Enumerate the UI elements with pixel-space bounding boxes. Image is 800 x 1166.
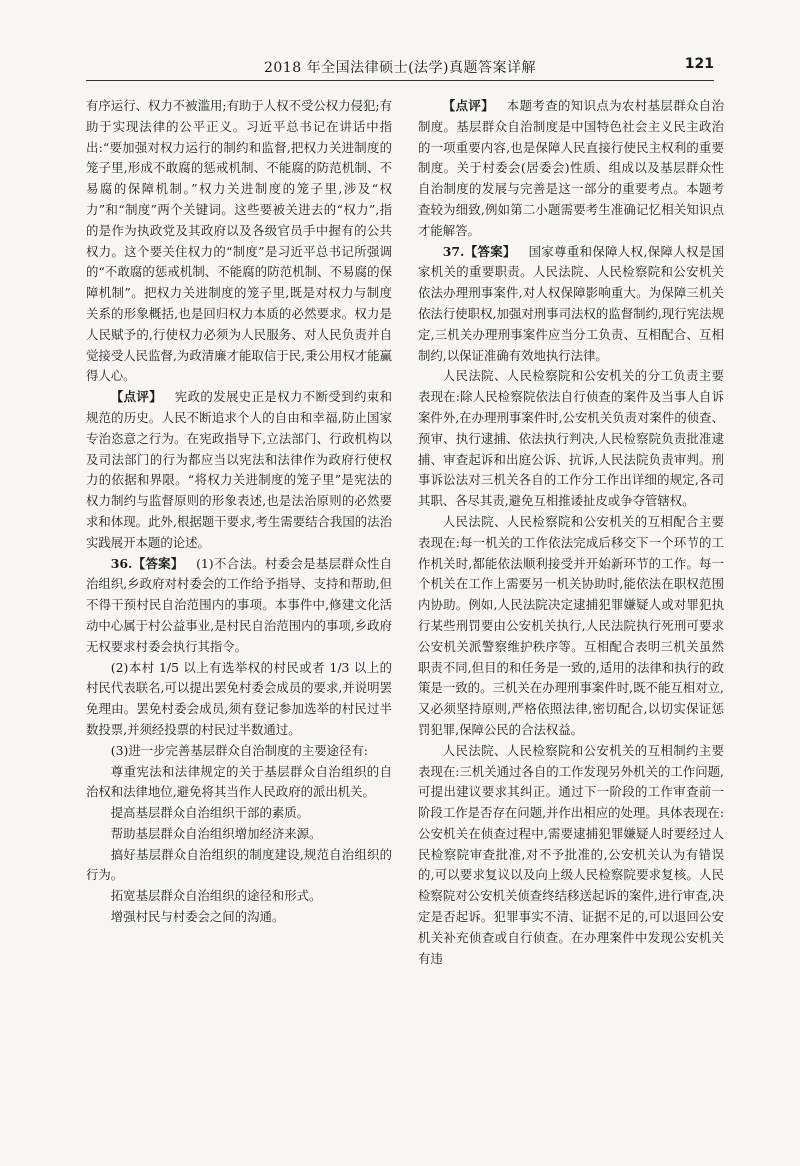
running-title: 2018 年全国法律硕士(法学)真题答案详解 (263, 60, 536, 76)
paragraph: (2)本村 1/5 以上有选举权的村民或者 1/3 以上的村民代表联名,可以提出罢免村委会成员的要求,并说明罢免理由。罢免村委会成员,须有登记参加选举的村民过半数投票,并须经投票的村民过半数通过。 (86, 659, 392, 737)
paragraph: 有序运行、权力不被滥用;有助于人权不受公权力侵犯;有助于实现法律的公平正义。习近平总书记在讲话中指出:“要加强对权力运行的制约和监督,把权力关进制度的笼子里,形成不敢腐的惩戒机制、不能腐的防范机制、不易腐的保障机制。”权力关进制度的笼子里,涉及“权力”和“制度”两个关键词。这些要被关进去的“权力”,指的是作为执政党及其政府以及各级官员手中握有的公共权力。这个要关住权力的“制度”是习近平总书记所强调的“不敢腐的惩戒机制、不能腐的防范机制、不易腐的保障机制”。把权力关进制度的笼子里,既是对权力与制度关系的形象概括,也是回归权力本质的必然要求。权力是人民赋予的,行使权力必须为人民服务、对人民负责并自觉接受人民监督,为政清廉才能取信于民,秉公用权才能赢得人心。 (86, 98, 392, 384)
list-item: 拓宽基层群众自治组织的途径和形式。 (110, 888, 322, 904)
paragraph-text: (1)不合法。村委会是基层群众性自治组织,乡政府对村委会的工作给予指导、支持和帮助,但不得干预村民自治范围内的事项。本事件中,修建文化活动中心属于村公益事业,是村民自治范围内的事项,乡政府无权要求村委会执行其指令。 (86, 555, 392, 654)
comment-label: 【点评】 (442, 98, 494, 113)
answer-37-paragraph (418, 242, 724, 367)
paragraph-text: 国家尊重和保障人权,保障人权是国家机关的重要职责。人民法院、人民检察院和公安机关依法办理刑事案件,对人权保障影响重大。为保障三机关依法行使职权,加强对刑事司法权的监督制约,现行宪法规定,三机关办理刑事案件应当分工负责、互相配合、互相制约,以保证准确有效地执行法律。 (418, 243, 724, 363)
answer-36-label: 36.【答案】 (110, 555, 184, 571)
page-number: 121 (684, 56, 714, 72)
paragraph-text: 本题考查的知识点为农村基层群众自治制度。基层群众自治制度是中国特色社会主义民主政治的一项重要内容,也是保障人民直接行使民主权利的重要制度。关于村委会(居委会)性质、组成以及基层群众性自治制度的发展与完善是这一部分的重要考点。本题考查较为细致,例如第二小题需要考生准确记忆相关知识点才能解答。 (418, 98, 725, 238)
paragraph: 人民法院、人民检察院和公安机关的互相制约主要表现在:三机关通过各自的工作发现另外机关的工作问题,可提出建议要求其纠正。通过下一阶段的工作审查前一阶段工作是否存在问题,并作出相应的处理。具体表现在:公安机关在侦查过程中,需要逮捕犯罪嫌疑人时要经过人民检察院审查批准,对不予批准的,公安机关认为有错误的,可以要求复议以及向上级人民检察院要求复核。人民检察院对公安机关侦查终结移送起诉的案件,进行审查,决定是否起诉。犯罪事实不清、证据不足的,可以退回公安机关补充侦查或自行侦查。在办理案件中发现公安机关有违 (418, 742, 724, 966)
list-item: 搞好基层群众自治组织的制度建设,规范自治组织的行为。 (86, 846, 392, 883)
paragraph-text: 宪政的发展史正是权力不断受到约束和规范的历史。人民不断追求个人的自由和幸福,防止国家专治恣意之行为。在宪政指导下,立法部门、行政机构以及司法部门的行为都应当以宪法和法律作为政府行使权力的依据和界限。“将权力关进制度的笼子里”是宪法的权力制约与监督原则的形象表述,也是法治原则的必然要求和体现。此外,根据题干要求,考生需要结合我国的法治实践展开本题的论述。 (86, 389, 393, 550)
right-column (418, 96, 724, 969)
list-item: 帮助基层群众自治组织增加经济来源。 (110, 825, 322, 841)
left-column (86, 96, 392, 928)
paragraph: 人民法院、人民检察院和公安机关的互相配合主要表现在:每一机关的工作依法完成后移交下一个环节的工作机关时,都能依法顺利接受并开始新环节的工作。每一个机关在工作上需要另一机关协助时,能依法在职权范围内协助。例如,人民法院决定逮捕犯罪嫌疑人或对罪犯执行某些刑罚要由公安机关执行,人民法院执行死刑可要求公安机关派警察维护秩序等。互相配合表明三机关虽然职责不同,但目的和任务是一致的,适用的法律和执行的政策是一致的。三机关在办理刑事案件时,既不能互相对立,又必须坚持原则,严格依照法律,密切配合,以切实保证惩罚犯罪,保障公民的合法权益。 (418, 513, 724, 737)
list-item: 增强村民与村委会之间的沟通。 (110, 909, 285, 925)
comment-paragraph (86, 387, 392, 553)
answer-37-label: 37.【答案】 (442, 243, 516, 259)
paragraph: (3)进一步完善基层群众自治制度的主要途径有: (110, 742, 368, 758)
paragraph: 人民法院、人民检察院和公安机关的分工负责主要表现在:除人民检察院依法自行侦查的案件及当事人自诉案件外,在办理刑事案件时,公安机关负责对案件的侦查、预审、执行逮捕、依法执行判决,人民检察院负责批准逮捕、审查起诉和出庭公诉、抗诉,人民法院负责审判。刑事诉讼法对三机关各自的工作分工作出详细的规定,各司其职、各尽其责,避免互相推诿扯皮或争夺管辖权。 (418, 368, 724, 509)
list-item: 提高基层群众自治组织干部的素质。 (110, 805, 310, 821)
comment-paragraph (418, 96, 724, 242)
comment-label: 【点评】 (110, 389, 162, 405)
list-item: 尊重宪法和法律规定的关于基层群众自治组织的自治权和法律地位,避免将其当作人民政府的派出机关。 (86, 763, 392, 800)
answer-36-paragraph (86, 554, 392, 658)
page-header (86, 54, 714, 81)
